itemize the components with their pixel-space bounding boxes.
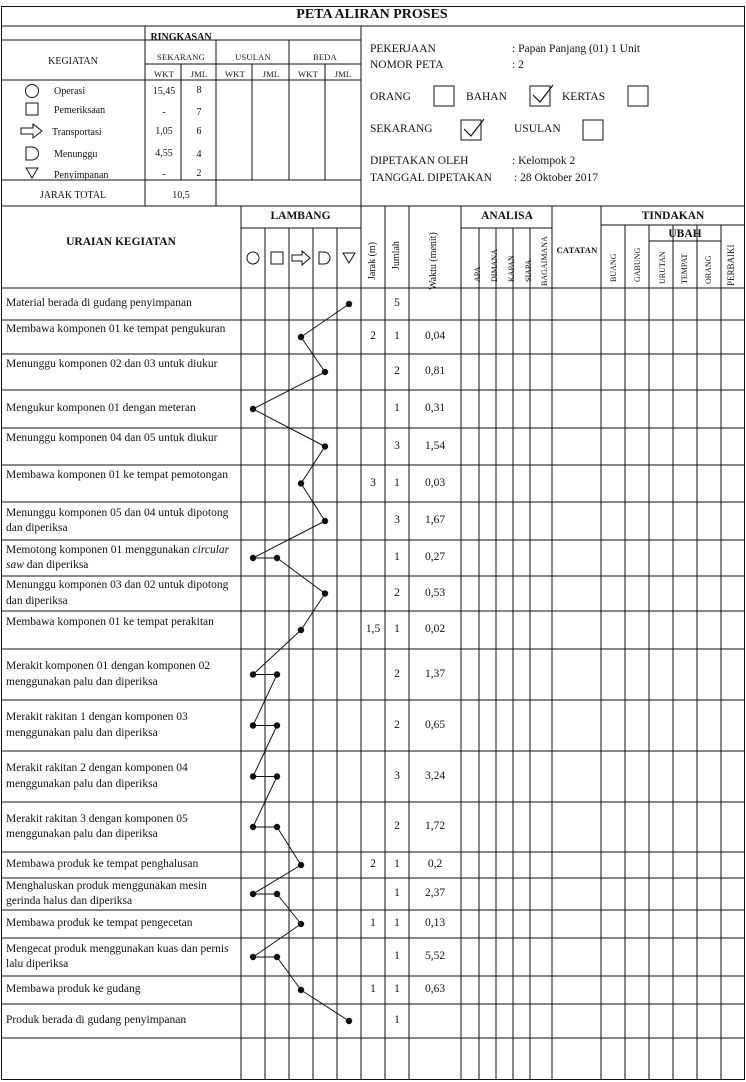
waktu-cell: 1,67 <box>424 514 446 526</box>
summary-wkt-penyimpanan: - <box>162 169 166 180</box>
square-icon <box>271 252 283 264</box>
orang-checkbox <box>434 86 454 106</box>
delay-icon <box>26 147 39 160</box>
usulan-label: USULAN <box>514 123 561 135</box>
header-jml: JML <box>190 69 208 79</box>
waktu-cell: 3,24 <box>424 769 446 782</box>
uraian-cell: Membawa komponen 01 ke tempat pemotongan <box>6 469 228 481</box>
uraian-cell: Menghaluskan produk menggunakan mesin gerinda halus dan diperiksa <box>6 879 207 907</box>
uraian-cell: Merakit komponen 01 dengan komponen 02 menggunakan palu dan diperiksa <box>6 660 211 688</box>
waktu-cell: 0,04 <box>424 330 446 342</box>
orang-label: ORANG <box>370 91 411 103</box>
flow-connector <box>301 990 349 1021</box>
jumlah-cell: 3 <box>394 514 400 526</box>
circle-icon <box>247 252 259 264</box>
tindakan-buang: BUANG <box>609 253 618 282</box>
jarak-cell: 3 <box>370 476 376 489</box>
waktu-cell: 0,63 <box>424 983 446 995</box>
triangle-icon <box>26 168 38 178</box>
uraian-cell: Menunggu komponen 03 dan 02 untuk dipotong dan diperiksa <box>6 579 229 607</box>
delay-icon <box>319 252 330 264</box>
lambang-header: LAMBANG <box>270 210 331 222</box>
waktu-cell: 1,54 <box>424 439 446 452</box>
jarak-cell: 1 <box>370 983 376 995</box>
analisa-bagaimana: BAGAIMANA <box>540 236 549 286</box>
dipetakan-value: : Kelompok 2 <box>512 155 576 167</box>
summary-label-pemeriksaan: Pemeriksaan <box>54 105 106 116</box>
tanggal-value: : 28 Oktober 2017 <box>514 172 599 184</box>
waktu-cell: 0,02 <box>424 623 446 635</box>
uraian-cell: Membawa produk ke gudang <box>6 983 141 996</box>
uraian-cell: Menunggu komponen 04 dan 05 untuk diukur <box>6 432 218 444</box>
jumlah-cell: 2 <box>394 365 400 377</box>
tindakan-perbaiki: PERBAIKI <box>726 244 736 286</box>
header-beda: BEDA <box>313 52 337 62</box>
nomor-peta-value: : 2 <box>512 59 524 71</box>
jumlah-cell: 1 <box>394 983 400 995</box>
waktu-cell: 0,81 <box>424 365 446 377</box>
flow-connector <box>253 924 301 957</box>
waktu-cell: 2,37 <box>424 887 446 899</box>
header-sekarang: SEKARANG <box>157 52 205 62</box>
jumlah-cell: 1 <box>394 1014 400 1026</box>
analisa-siapa: SIAPA <box>524 259 533 282</box>
kertas-label: KERTAS <box>562 91 606 103</box>
tindakan-orang: ORANG <box>704 255 713 284</box>
waktu-header: Waktu (menit) <box>428 232 439 290</box>
summary-jml-menunggu: 4 <box>196 149 202 160</box>
header-usulan: USULAN <box>235 52 271 62</box>
uraian-cell: Mengukur komponen 01 dengan meteran <box>6 402 196 415</box>
uraian-cell: Merakit rakitan 3 dengan komponen 05 menggunakan palu dan diperiksa <box>6 812 188 840</box>
uraian-cell: Membawa produk ke tempat penghalusan <box>6 858 199 871</box>
jumlah-header: Jumlah <box>391 241 402 270</box>
pekerjaan-value: : Papan Panjang (01) 1 Unit <box>512 43 641 55</box>
tindakan-header: TINDAKAN <box>641 210 705 222</box>
uraian-cell: Material berada di gudang penyimpanan <box>6 297 192 310</box>
summary-kegiatan-header: KEGIATAN <box>48 56 98 67</box>
jumlah-cell: 2 <box>394 586 400 599</box>
tindakan-urutan: URUTAN <box>658 251 667 284</box>
uraian-cell <box>6 543 238 574</box>
jarak-cell: 2 <box>370 858 376 870</box>
summary-jml-pemeriksaan: 7 <box>196 107 202 118</box>
summary-wkt-menunggu: 4,55 <box>155 148 173 159</box>
jarak-cell: 2 <box>370 330 376 342</box>
jumlah-cell: 3 <box>394 439 400 452</box>
waktu-cell: 0,27 <box>424 551 446 563</box>
uraian-text: dan diperiksa <box>23 559 89 571</box>
uraian-italic-text: circular saw <box>6 543 230 571</box>
flow-connector <box>253 865 301 894</box>
uraian-cell: Membawa komponen 01 ke tempat pengukuran <box>6 322 226 335</box>
arrow-icon <box>292 251 310 265</box>
uraian-cell: Menunggu komponen 02 dan 03 untuk diukur <box>6 357 218 370</box>
jarak-cell: 1 <box>370 917 376 929</box>
waktu-cell: 5,52 <box>424 950 446 962</box>
analisa-header: ANALISA <box>481 210 533 222</box>
jarak-total-label: JARAK TOTAL <box>39 190 107 201</box>
header-wkt: WKT <box>225 69 245 79</box>
bahan-checkbox <box>530 86 550 106</box>
tindakan-tempat: TEMPAT <box>680 253 689 284</box>
summary-wkt-operasi: 15,45 <box>152 86 176 97</box>
summary-label-operasi: Operasi <box>54 86 86 97</box>
summary-label-penyimpanan: Penyimpanan <box>54 170 109 181</box>
tanggal-label: TANGGAL DIPETAKAN <box>370 172 492 184</box>
summary-jml-operasi: 8 <box>196 85 202 96</box>
jumlah-cell: 1 <box>394 476 400 489</box>
uraian-cell: Merakit rakitan 2 dengan komponen 04 menggunakan palu dan diperiksa <box>6 762 188 790</box>
summary-jml-transportasi: 6 <box>196 126 202 137</box>
waktu-cell: 0,31 <box>424 402 446 414</box>
square-icon <box>26 103 38 115</box>
uraian-cell: Menunggu komponen 05 dan 04 untuk dipotong dan diperiksa <box>6 506 229 534</box>
waktu-cell: 1,37 <box>424 667 446 680</box>
summary-label-transportasi: Transportasi <box>52 127 102 138</box>
sekarang-label: SEKARANG <box>370 123 433 135</box>
header-wkt: WKT <box>154 69 174 79</box>
pekerjaan-label: PEKERJAAN <box>370 43 436 55</box>
jumlah-cell: 5 <box>394 297 400 309</box>
jumlah-cell: 2 <box>394 667 400 680</box>
kertas-checkbox <box>628 86 648 106</box>
jumlah-cell: 1 <box>394 858 400 870</box>
jarak-header: Jarak (m) <box>367 241 378 280</box>
bahan-label: BAHAN <box>466 91 507 103</box>
summary-jml-penyimpanan: 2 <box>196 168 202 179</box>
jumlah-cell: 1 <box>394 402 400 414</box>
analisa-kapan: KAPAN <box>507 255 516 282</box>
header-jml: JML <box>334 69 352 79</box>
summary-heading: RINGKASAN <box>150 32 212 43</box>
page-title: PETA ALIRAN PROSES <box>296 7 448 22</box>
waktu-cell: 0,65 <box>424 718 446 731</box>
header-wkt: WKT <box>298 69 318 79</box>
summary-wkt-pemeriksaan: - <box>162 107 166 118</box>
jarak-cell: 1,5 <box>365 623 381 635</box>
tindakan-gabung: GABUNG <box>633 247 642 282</box>
jumlah-cell: 1 <box>394 623 400 635</box>
flow-connector <box>253 630 301 675</box>
uraian-header: URAIAN KEGIATAN <box>66 236 176 248</box>
nomor-peta-label: NOMOR PETA <box>370 59 444 71</box>
jumlah-cell: 1 <box>394 887 400 899</box>
summary-wkt-transportasi: 1,05 <box>155 126 173 137</box>
jumlah-cell: 1 <box>394 917 400 929</box>
uraian-cell: Mengecat produk menggunakan kuas dan pernis lalu diperiksa <box>6 942 229 970</box>
dipetakan-label: DIPETAKAN OLEH <box>370 155 469 167</box>
jumlah-cell: 1 <box>394 950 400 962</box>
waktu-cell: 0,13 <box>424 917 446 929</box>
usulan-checkbox <box>583 120 603 140</box>
waktu-cell: 0,03 <box>424 476 446 489</box>
jumlah-cell: 1 <box>394 551 400 563</box>
sekarang-checkbox <box>461 120 481 140</box>
waktu-cell: 0,2 <box>427 858 443 870</box>
jarak-total-value: 10,5 <box>172 190 190 201</box>
summary-label-menunggu: Menunggu <box>54 149 98 160</box>
jumlah-cell: 2 <box>394 718 400 731</box>
jumlah-cell: 1 <box>394 330 400 342</box>
arrow-icon <box>21 124 42 138</box>
analisa-apa: APA <box>473 266 482 282</box>
jumlah-cell: 2 <box>394 820 400 832</box>
uraian-cell: Produk berada di gudang penyimpanan <box>6 1014 187 1027</box>
catatan-header: CATATAN <box>556 245 598 255</box>
ubah-header: UBAH <box>668 228 702 240</box>
circle-icon <box>26 85 39 98</box>
uraian-text: Memotong komponen 01 menggunakan <box>6 543 193 556</box>
waktu-cell: 1,72 <box>424 820 446 832</box>
analisa-dimana: DIMANA <box>490 249 499 282</box>
triangle-icon <box>343 253 355 263</box>
uraian-cell: Membawa komponen 01 ke tempat perakitan <box>6 615 214 628</box>
header-jml: JML <box>262 69 280 79</box>
flow-point <box>346 1018 352 1024</box>
waktu-cell: 0,53 <box>424 586 446 599</box>
uraian-cell: Merakit rakitan 1 dengan komponen 03 menggunakan palu dan diperiksa <box>6 711 188 739</box>
uraian-cell: Membawa produk ke tempat pengecetan <box>6 917 193 930</box>
jumlah-cell: 3 <box>394 769 400 782</box>
